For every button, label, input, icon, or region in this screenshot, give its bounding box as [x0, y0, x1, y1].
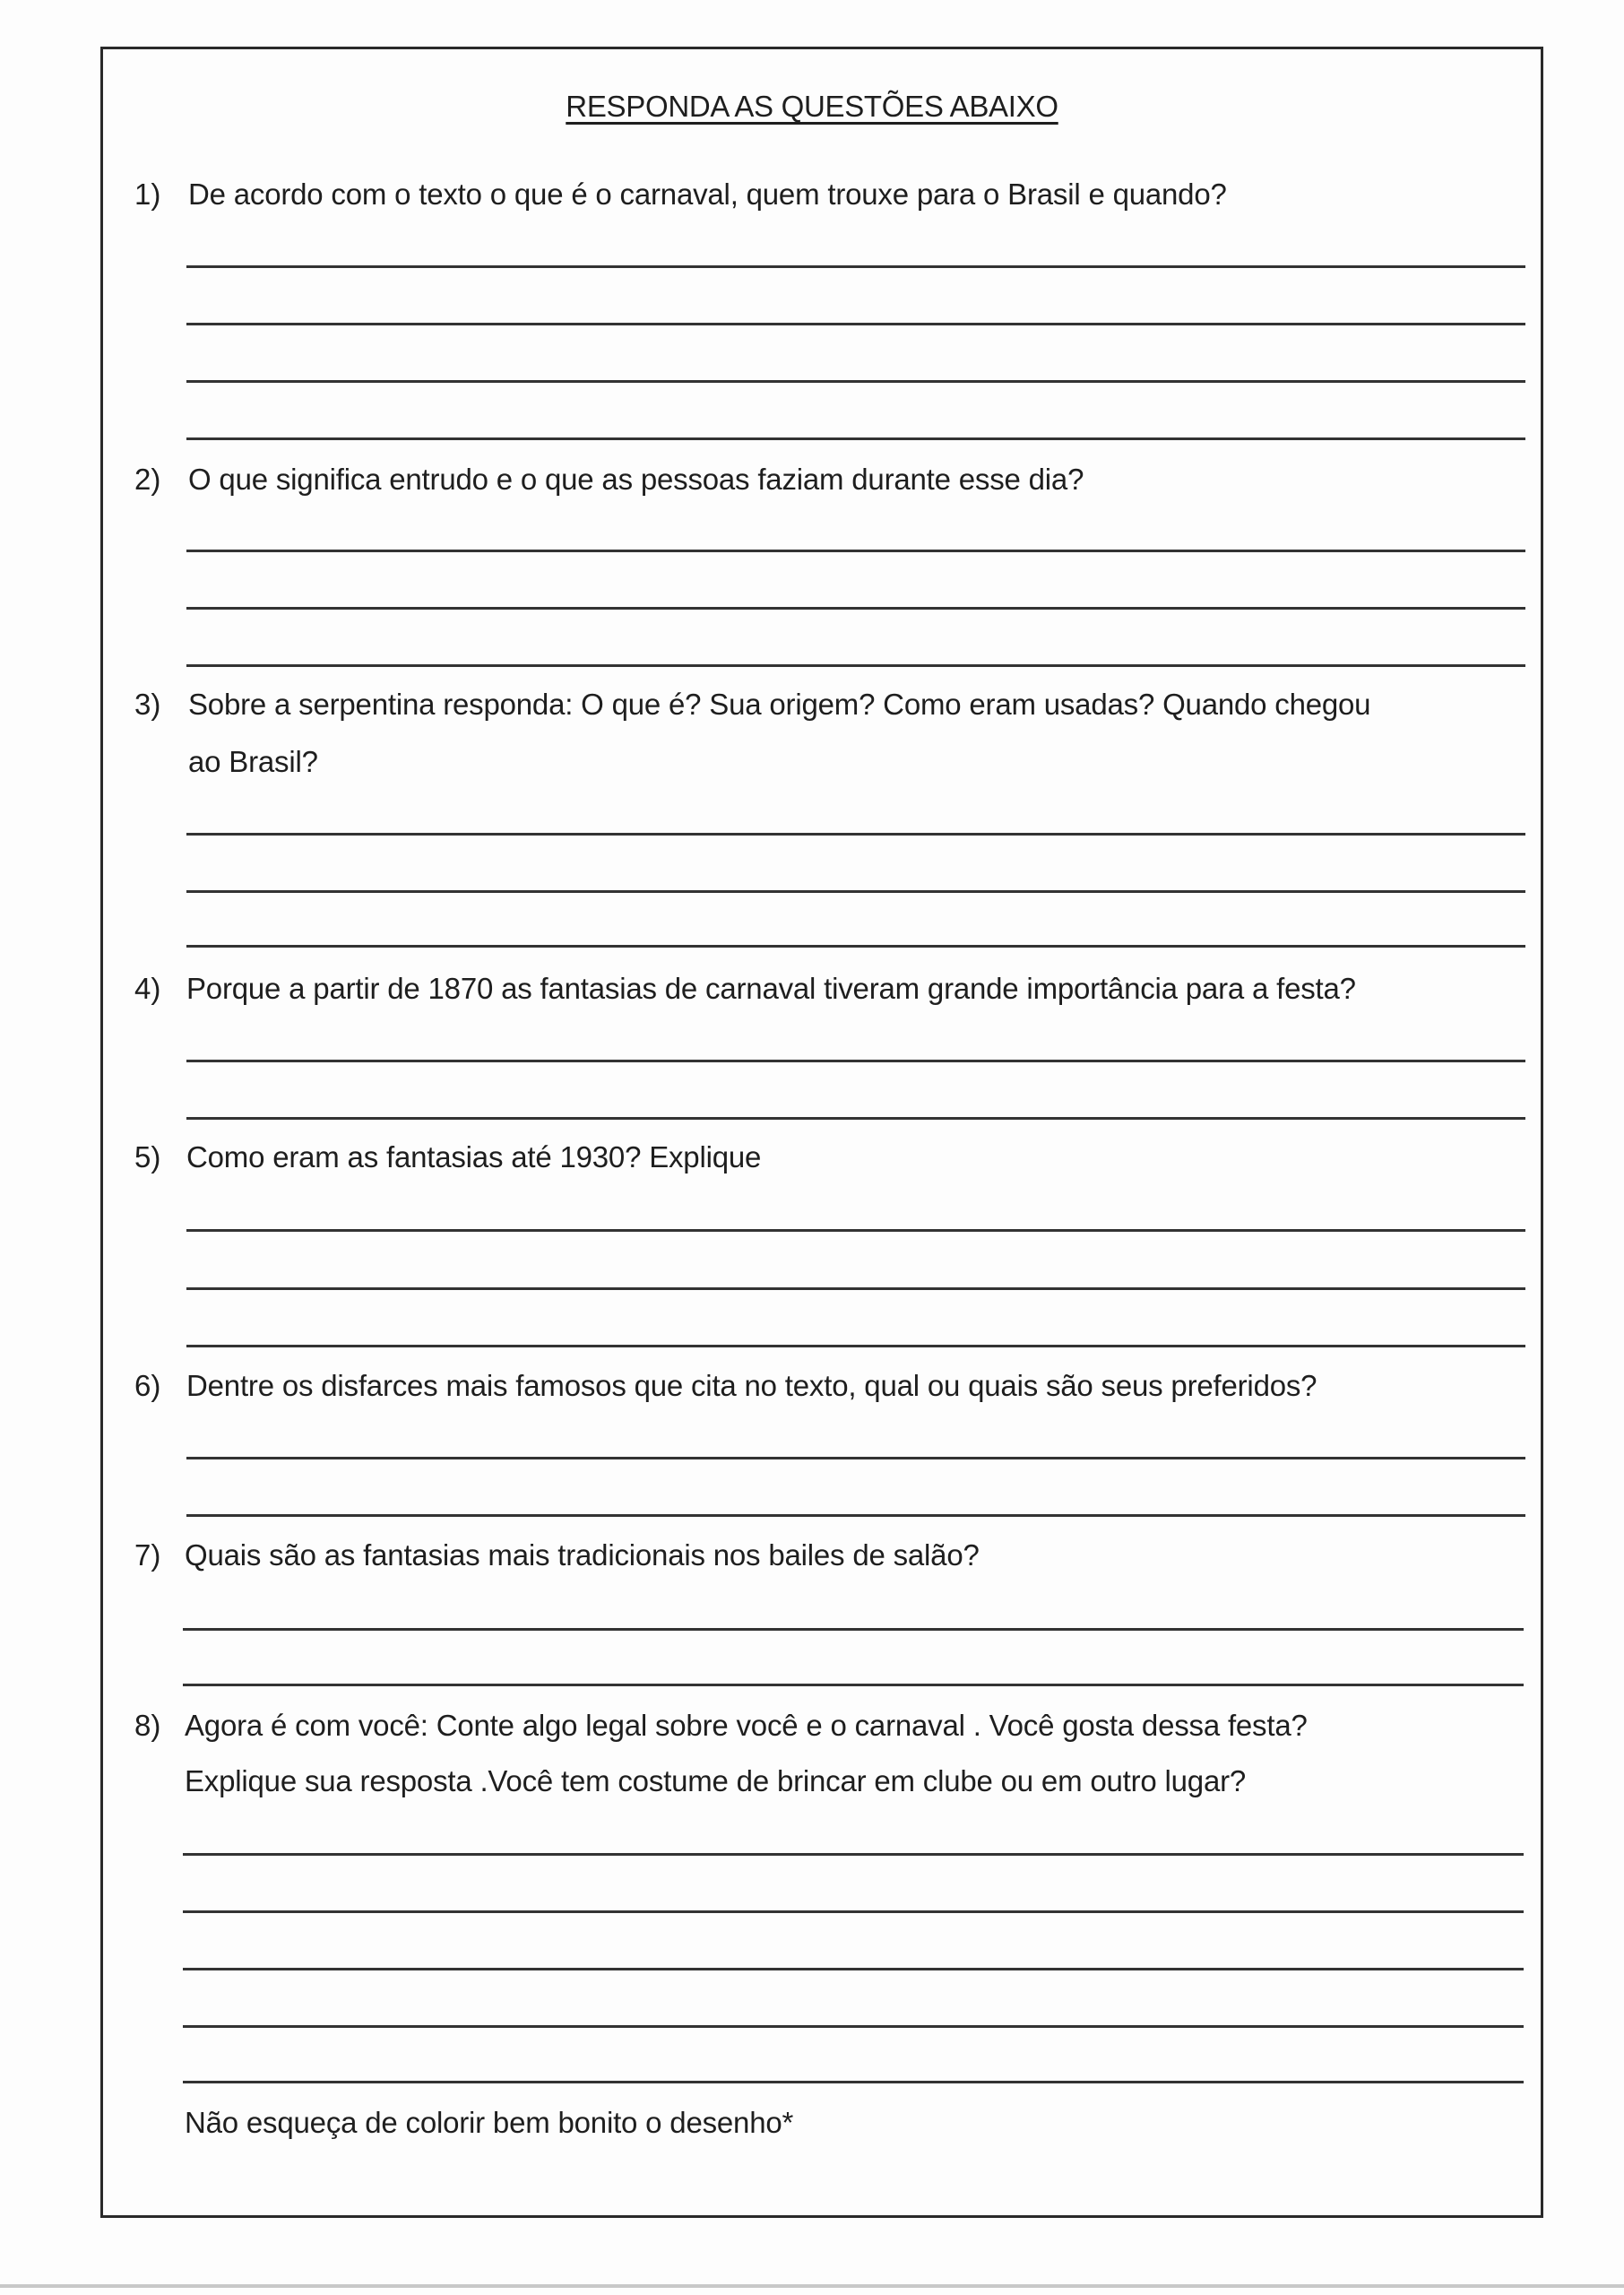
question-3-text-line-2: ao Brasil? [188, 745, 318, 778]
question-7-number: 7) [134, 1538, 161, 1572]
answer-line[interactable] [183, 2025, 1524, 2028]
answer-line[interactable] [186, 890, 1525, 893]
answer-line[interactable] [186, 323, 1525, 325]
question-6-number: 6) [134, 1369, 161, 1402]
answer-line[interactable] [183, 1684, 1524, 1686]
answer-line[interactable] [183, 2081, 1524, 2083]
question-8-text-line-1: Agora é com você: Conte algo legal sobre você e o carnaval . Você gosta dessa festa? [185, 1709, 1308, 1742]
scan-edge [0, 2284, 1624, 2288]
answer-line[interactable] [183, 1968, 1524, 1970]
question-8-text-line-2: Explique sua resposta .Você tem costume de brincar em clube ou em outro lugar? [185, 1764, 1247, 1797]
answer-line[interactable] [186, 1229, 1525, 1232]
question-4-number: 4) [134, 972, 161, 1005]
question-2-text: O que significa entrudo e o que as pessoas faziam durante esse dia? [188, 463, 1084, 496]
answer-line[interactable] [186, 1060, 1525, 1062]
answer-line[interactable] [183, 1910, 1524, 1913]
coloring-note: Não esqueça de colorir bem bonito o desenho* [185, 2106, 794, 2139]
question-1-text: De acordo com o texto o que é o carnaval, quem trouxe para o Brasil e quando? [188, 178, 1227, 211]
answer-line[interactable] [186, 1514, 1525, 1517]
answer-line[interactable] [186, 265, 1525, 268]
question-6-text: Dentre os disfarces mais famosos que cita no texto, qual ou quais são seus preferidos? [186, 1369, 1317, 1402]
answer-line[interactable] [186, 1457, 1525, 1459]
question-4-text: Porque a partir de 1870 as fantasias de carnaval tiveram grande importância para a festa? [186, 972, 1356, 1005]
answer-line[interactable] [186, 1345, 1525, 1347]
question-5-number: 5) [134, 1140, 161, 1173]
question-7-text: Quais são as fantasias mais tradicionais nos bailes de salão? [185, 1538, 980, 1572]
question-5-text: Como eram as fantasias até 1930? Explique [186, 1140, 762, 1173]
answer-line[interactable] [186, 1287, 1525, 1290]
answer-line[interactable] [186, 833, 1525, 836]
answer-line[interactable] [186, 607, 1525, 610]
answer-line[interactable] [183, 1628, 1524, 1631]
question-3-text-line-1: Sobre a serpentina responda: O que é? Sua origem? Como eram usadas? Quando chegou [188, 688, 1371, 721]
worksheet-title: RESPONDA AS QUESTÕES ABAIXO [566, 90, 1058, 123]
question-2-number: 2) [134, 463, 161, 496]
answer-line[interactable] [186, 437, 1525, 440]
answer-line[interactable] [186, 945, 1525, 948]
answer-line[interactable] [186, 664, 1525, 667]
worksheet-border [100, 47, 1543, 2218]
question-3-number: 3) [134, 688, 161, 721]
question-1-number: 1) [134, 178, 161, 211]
answer-line[interactable] [183, 1853, 1524, 1856]
answer-line[interactable] [186, 1117, 1525, 1120]
answer-line[interactable] [186, 380, 1525, 383]
question-8-number: 8) [134, 1709, 161, 1742]
answer-line[interactable] [186, 550, 1525, 552]
